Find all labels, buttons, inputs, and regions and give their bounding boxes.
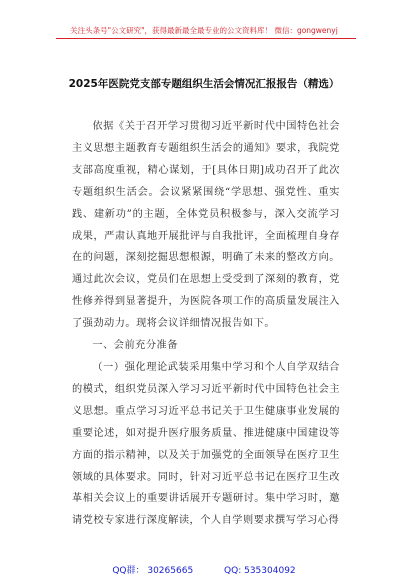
header-banner: 关注头条号"公文研究"，获得最新最全最专业的公文资料库！ 微信：gongwenyj xyxy=(70,26,338,35)
footer-qq-group: QQ群： 30265665 xyxy=(112,566,194,576)
section-heading: 一、会前充分准备 xyxy=(92,340,178,352)
section-paragraph: （一）强化理论武装采用集中学习和个人自学双结合的模式，组织党员深入学习习近平新时代中国特色社会主义思想。重点学习习近平总书记关于卫生健康事业发展的重要论述，如对提升医疗服务质量、推进健康中国建设等方面的指示精神，以及关于加强党的全面领导在医疗卫生领域的具体要求。同时，针对习近平总书记在医疗卫生改革相关会议上的重要讲话展开专题研讨。集中学习时，邀请党校专家进行深度解读，个人自学则要求撰写学习心得 xyxy=(72,361,340,527)
header-divider xyxy=(56,38,356,39)
intro-paragraph: 依据《关于召开学习贯彻习近平新时代中国特色社会主义思想主题教育专题组织生活会的通知》要求，我院党支部高度重视，精心谋划，于[具体日期]成功召开了此次专题组织生活会。会议紧紧围绕“学思想、强党性、重实践、建新功”的主题，全体党员积极参与，深入交流学习成果，严肃认真地开展批评与自我批评，全面梳理自身存在的问题，深刻挖掘思想根源，明确了未来的整改方向。通过此次会议，党员们在思想上受受到了深刻的教育，党性修养得到显著提升，为医院各项工作的高质量发展注入了强劲动力。现将会议详细情况报告如下。 xyxy=(72,121,340,330)
document-body xyxy=(72,116,340,532)
document-title: 2025年医院党支部专题组织生活会情况汇报报告（精选） xyxy=(68,78,340,90)
footer-contact xyxy=(0,563,408,576)
footer-qq-number: QQ: 535304092 xyxy=(224,566,296,576)
